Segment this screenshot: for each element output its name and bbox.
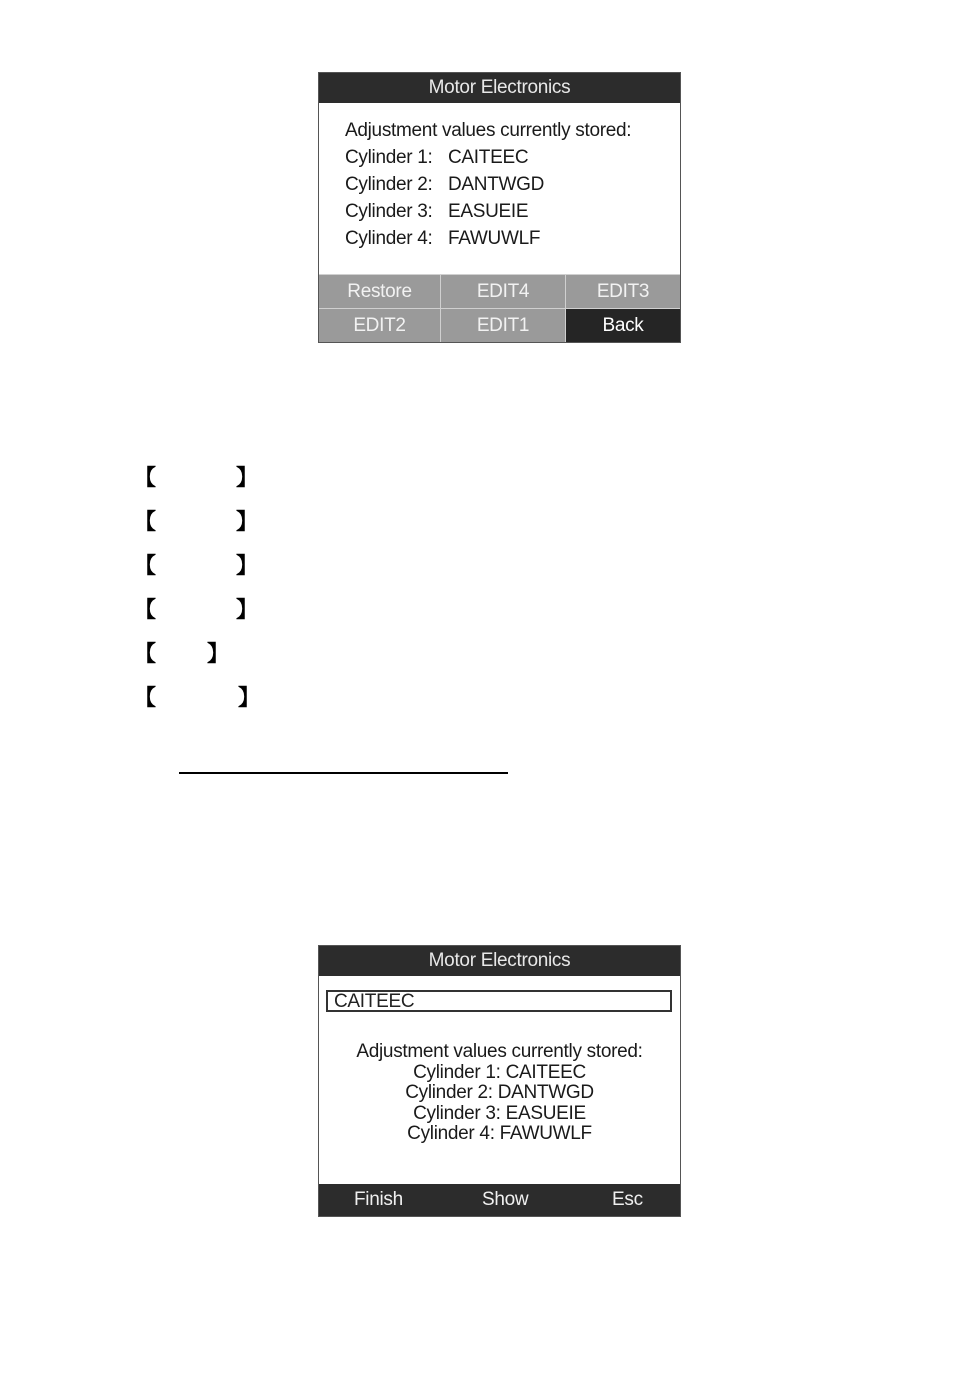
cylinder-row: [345, 225, 680, 252]
edit3-button[interactable]: EDIT3: [566, 275, 680, 308]
bracket-close: 】: [238, 686, 261, 711]
cylinder-label: Cylinder 2:: [345, 174, 433, 195]
motor-electronics-screen-edit: [318, 945, 681, 1217]
cylinder-value: EASUEIE: [448, 201, 529, 222]
screen-title: Motor Electronics: [319, 946, 680, 976]
cylinder-line: Cylinder 3: EASUEIE: [413, 1102, 586, 1124]
edit1-button[interactable]: EDIT1: [441, 309, 565, 342]
bracket-close: 】: [207, 642, 230, 667]
bracket-open: 【: [134, 598, 157, 623]
cylinder-label: Cylinder 1:: [345, 147, 433, 168]
function-button-grid: [319, 274, 680, 342]
stored-values-panel: [319, 103, 680, 252]
cylinder-value: FAWUWLF: [448, 228, 541, 249]
bracket-open: 【: [134, 686, 157, 711]
cylinder-row: [345, 144, 680, 171]
edit2-button[interactable]: EDIT2: [319, 309, 440, 342]
finish-button[interactable]: Finish: [354, 1189, 403, 1210]
cylinder-label: Cylinder 4:: [345, 228, 433, 249]
bracket-close: 】: [236, 598, 259, 623]
cylinder-label: Cylinder 3:: [345, 201, 433, 222]
bracket-open: 【: [134, 642, 157, 667]
show-button[interactable]: Show: [482, 1189, 529, 1210]
edit4-button[interactable]: EDIT4: [441, 275, 565, 308]
horizontal-rule: [179, 772, 508, 774]
cylinder-line: Cylinder 4: FAWUWLF: [407, 1123, 592, 1144]
back-button[interactable]: Back: [566, 309, 680, 342]
stored-values-heading: Adjustment values currently stored:: [356, 1041, 643, 1062]
bracket-open: 【: [134, 510, 157, 535]
cylinder-row: [345, 171, 680, 198]
cylinder-row: [345, 198, 680, 225]
adjustment-value-input[interactable]: CAITEEC: [326, 990, 672, 1012]
cylinder-line: Cylinder 2: DANTWGD: [405, 1082, 594, 1103]
bracket-open: 【: [134, 554, 157, 579]
cylinder-line: Cylinder 1: CAITEEC: [413, 1061, 586, 1083]
restore-button[interactable]: Restore: [319, 275, 440, 308]
esc-button[interactable]: Esc: [612, 1189, 643, 1210]
cylinder-value: CAITEEC: [448, 147, 529, 168]
bracket-close: 】: [236, 554, 259, 579]
motor-electronics-screen-stored-values: [318, 72, 681, 343]
bracket-open: 【: [134, 466, 157, 491]
cylinder-value: DANTWGD: [448, 174, 545, 195]
bracket-close: 】: [236, 510, 259, 535]
bracket-close: 】: [236, 466, 259, 491]
softkey-bar: [319, 1184, 680, 1216]
stored-values-panel: [319, 1042, 680, 1145]
stored-values-heading: Adjustment values currently stored:: [345, 120, 632, 141]
screen-title: Motor Electronics: [319, 73, 680, 103]
